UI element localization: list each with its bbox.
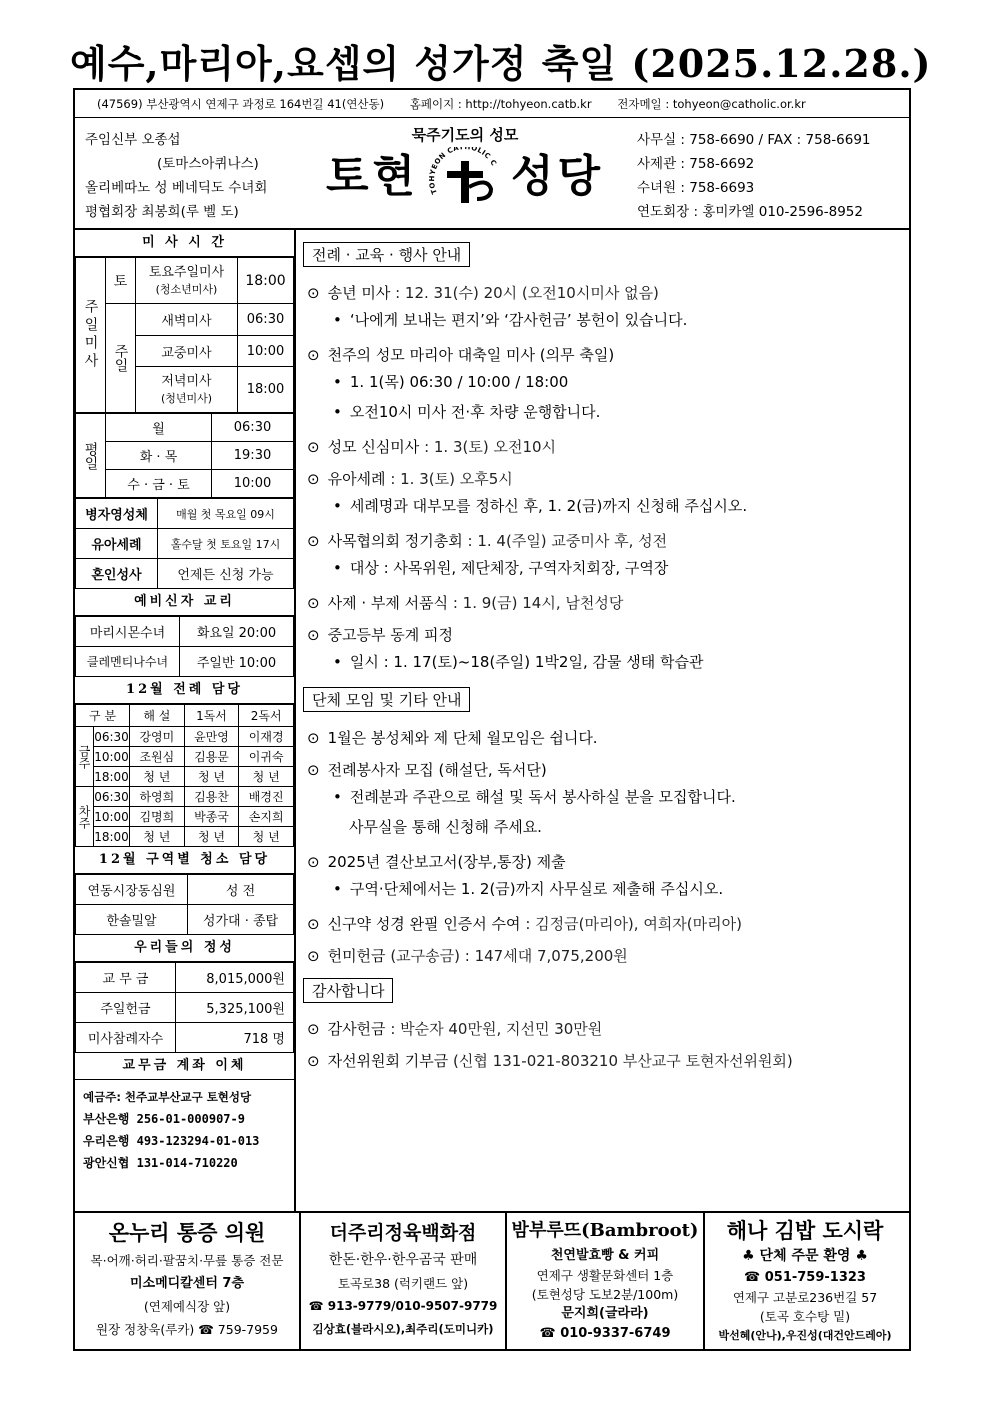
liturgy-cell: 김용찬 — [184, 787, 239, 807]
bullet-icon: ⊙ — [307, 594, 320, 612]
evening-mass-sub: (청년미사) — [160, 391, 213, 405]
liturgy-cell: 조원심 — [130, 747, 185, 767]
notice-head: 성모 신심미사 — [327, 438, 420, 456]
ad-line: 연제구 고분로236번길 57 — [732, 1290, 878, 1305]
bank-account: 광안신협 131-014-710220 — [83, 1156, 238, 1170]
liturgy-cell: 06:30 — [94, 727, 130, 747]
main-mass-name: 교중미사 — [136, 336, 238, 367]
sacrament-name: 혼인성사 — [76, 559, 158, 589]
cleaning-title: 12월 구역별 청소 담당 — [75, 847, 294, 874]
week-label: 금주 — [76, 727, 94, 787]
liturgy-cell: 06:30 — [94, 787, 130, 807]
section-thanks: 감사합니다 — [303, 978, 393, 1003]
notice-detail: : 김정금(마리아), 여희자(마리아) — [520, 915, 742, 933]
notice-subtext: 일시 : 1. 17(토)~18(주일) 1박2일, 감물 생태 학습관 — [349, 653, 704, 671]
notice-head: 유아세례 — [327, 470, 386, 488]
church-subtitle: 묵주기도의 성모 — [411, 126, 519, 144]
notice-item — [307, 591, 901, 615]
cleaning-part: 성가대 · 종탑 — [188, 905, 294, 935]
notice-subitem — [333, 874, 901, 904]
liturgy-cell: 10:00 — [94, 747, 130, 767]
weekday-day: 화 · 목 — [106, 442, 212, 470]
ad-line: ♣ 단체 주문 환영 ♣ — [742, 1248, 868, 1264]
weekday-time: 06:30 — [212, 414, 294, 442]
offering-value: 718 명 — [176, 1023, 294, 1053]
offering-title: 우리들의 정성 — [75, 935, 294, 962]
notice-subitem — [333, 647, 901, 677]
class-time: 화요일 20:00 — [180, 617, 294, 647]
bullet-icon: ⊙ — [307, 947, 320, 965]
weekday-day: 수 · 금 · 토 — [106, 470, 212, 498]
offering-value: 5,325,100원 — [176, 993, 294, 1023]
notice-subtext: 사무실을 통해 신청해 주세요. — [349, 818, 542, 836]
account-holder: 예금주: 천주교부산교구 토현성당 — [83, 1090, 252, 1104]
notice-head: 1월은 봉성체와 제 단체 월모임은 쉽니다. — [327, 729, 598, 747]
notice-subitem — [333, 553, 901, 583]
office-phone: 사무실 : 758-6690 / FAX : 758-6691 — [637, 132, 871, 148]
ad-line: ☎ 010-9337-6749 — [539, 1326, 671, 1341]
liturgy-cell: 청 년 — [184, 767, 239, 787]
notice-item — [307, 912, 901, 936]
liturgy-header: 구 분 — [76, 705, 130, 727]
notice-head: 신구약 성경 완필 인증서 수여 — [327, 915, 521, 933]
ad-title: 온누리 통증 의원 — [108, 1220, 266, 1245]
sunday-mass-label: 주일미사 — [76, 258, 106, 413]
notice-subitem — [333, 782, 901, 812]
church-name-block — [320, 124, 610, 209]
liturgy-cell: 10:00 — [94, 807, 130, 827]
bullet-icon: ⊙ — [307, 761, 320, 779]
groups-list — [301, 726, 901, 968]
notice-detail: : 1. 9(금) 14시, 남천성당 — [448, 594, 624, 612]
liturgy-cell: 18:00 — [94, 767, 130, 787]
email-link[interactable]: 전자메일 : tohyeon@catholic.or.kr — [617, 97, 806, 111]
ad-line: 천연발효빵 & 커피 — [550, 1248, 660, 1263]
notice-head: 중고등부 동계 피정 — [327, 626, 454, 644]
sacrament-desc: 언제든 신청 가능 — [158, 559, 294, 589]
pastor-baptismal-name: (토마스아퀴나스) — [157, 156, 259, 172]
church-name — [320, 145, 610, 209]
ad-line: (토곡 호수탕 밑) — [759, 1309, 851, 1324]
ad-line: 문지희(글라라) — [561, 1306, 649, 1321]
liturgy-title: 12월 전례 담당 — [75, 677, 294, 704]
bullet-icon: ⊙ — [307, 438, 320, 456]
sacrament-desc: 매월 첫 목요일 09시 — [158, 499, 294, 529]
liturgy-cell: 손지희 — [239, 807, 294, 827]
catechumen-title: 예비신자 교리 — [75, 589, 294, 616]
bullet-icon: ⊙ — [307, 626, 320, 644]
notice-item — [307, 343, 901, 367]
offering-name: 주일헌금 — [76, 993, 176, 1023]
dawn-mass-time: 06:30 — [238, 304, 294, 336]
sub-bullet-icon: • — [333, 559, 342, 577]
notice-item — [307, 623, 901, 647]
ad-line: ☎ 051-759-1323 — [744, 1270, 866, 1285]
notice-subtext: 전례분과 주관으로 해설 및 독서 봉사하실 분을 모집합니다. — [349, 788, 736, 806]
offering-name: 미사참례자수 — [76, 1023, 176, 1053]
catechumen-table — [75, 616, 294, 677]
church-name-left: 토현 — [325, 151, 419, 202]
notice-subtext: 세례명과 대부모를 정하신 후, 1. 2(금)까지 신청해 주십시오. — [349, 497, 748, 515]
liturgy-cell: 청 년 — [130, 827, 185, 847]
notice-item — [307, 281, 901, 305]
notice-head: 전례봉사자 모집 (해설단, 독서단) — [327, 761, 547, 779]
postal-address: (47569) 부산광역시 연제구 과정로 164번길 41(연산동) — [97, 97, 385, 111]
notice-detail: (교구송금) : 147세대 7,075,200원 — [385, 947, 628, 965]
ad-line: 미소메디칼센터 7층 — [129, 1276, 245, 1291]
offering-name: 교 무 금 — [76, 963, 176, 993]
ad-line: 연제구 생활문화센터 1층 — [536, 1268, 674, 1283]
bullet-icon: ⊙ — [307, 470, 320, 488]
liturgy-cell: 강영미 — [130, 727, 185, 747]
address-bar — [75, 90, 909, 118]
ad-line: 목·어깨·허리·팔꿈치·무릎 통증 전문 — [90, 1253, 284, 1268]
liturgy-table — [75, 704, 294, 847]
ad-bakery — [507, 1213, 705, 1349]
sacrament-name: 유아세례 — [76, 529, 158, 559]
ad-line: ☎ 913-9779/010-9507-9779 — [308, 1299, 498, 1313]
saturday-label: 토 — [106, 258, 136, 304]
main-mass-time: 10:00 — [238, 336, 294, 367]
ad-butcher — [301, 1213, 507, 1349]
week-label: 차주 — [76, 787, 94, 847]
notice-detail: : 1. 3(토) 오후5시 — [385, 470, 513, 488]
liturgy-cell: 배경진 — [239, 787, 294, 807]
notice-item — [307, 467, 901, 491]
notice-detail: (신협 131-021-803210 부산교구 토현자선위원회) — [448, 1052, 793, 1070]
ad-line: 한돈·한우·한우곰국 판매 — [328, 1252, 478, 1268]
sacrament-desc: 홀수달 첫 토요일 17시 — [158, 529, 294, 559]
notice-item — [307, 1017, 901, 1041]
offering-table — [75, 962, 294, 1053]
bullet-icon: ⊙ — [307, 1052, 320, 1070]
sub-bullet-icon: • — [333, 403, 342, 421]
notice-head: 사목협의회 정기총회 — [327, 532, 463, 550]
sacraments-table — [75, 498, 294, 589]
notice-subtext: 1. 1(목) 06:30 / 10:00 / 18:00 — [349, 373, 569, 391]
notice-subitem — [333, 491, 901, 521]
ad-line: 박선혜(안나),우진성(대건안드레아) — [718, 1329, 892, 1342]
bullet-icon: ⊙ — [307, 729, 320, 747]
page-title: 예수,마리아,요셉의 성가정 축일 (2025.12.28.) — [70, 41, 932, 86]
notice-item — [307, 529, 901, 553]
sub-bullet-icon: • — [333, 311, 342, 329]
notice-subtext: ‘나에게 보내는 편지’와 ‘감사헌금’ 봉헌이 있습니다. — [349, 311, 688, 329]
class-time: 주일반 10:00 — [180, 647, 294, 677]
notice-detail: : 12. 31(수) 20시 (오전10시미사 없음) — [390, 284, 659, 302]
sub-bullet-icon: • — [333, 788, 342, 806]
notice-head: 천주의 성모 마리아 대축일 미사 (의무 축일) — [327, 346, 615, 364]
ads-bar — [75, 1211, 909, 1349]
liturgy-cell: 청 년 — [239, 827, 294, 847]
bullet-icon: ⊙ — [307, 915, 320, 933]
liturgy-cell: 이재경 — [239, 727, 294, 747]
bullet-icon: ⊙ — [307, 284, 320, 302]
sat-mass-time: 18:00 — [238, 258, 294, 304]
ad-line: (토현성당 도보2분/100m) — [531, 1287, 679, 1302]
dawn-mass-name: 새벽미사 — [136, 304, 238, 336]
cleaning-part: 성 전 — [188, 875, 294, 905]
notice-subitem — [333, 367, 901, 397]
liturgy-cell: 윤만영 — [184, 727, 239, 747]
evening-mass-name: 저녁미사 — [161, 373, 212, 389]
bullet-icon: ⊙ — [307, 346, 320, 364]
liturgy-cell: 김용문 — [184, 747, 239, 767]
ad-kimbap — [705, 1213, 905, 1349]
sisters: 올리베따노 성 베네딕도 수녀회 — [85, 180, 268, 196]
bank-account: 우리은행 493-123294-01-013 — [83, 1134, 260, 1148]
liturgy-cell: 하영희 — [130, 787, 185, 807]
bank-account: 부산은행 256-01-000907-9 — [83, 1112, 245, 1126]
sat-mass-sub: (청소년미사) — [155, 282, 218, 296]
bulletin-frame — [73, 88, 911, 1351]
catechist-name: 클레멘티나수녀 — [76, 647, 180, 677]
notice-item — [307, 758, 901, 782]
sunday-label: 주일 — [106, 304, 136, 413]
cleaning-area: 한솔밀알 — [76, 905, 188, 935]
notice-item — [307, 850, 901, 874]
logo-text: TOHYEON CATHOLIC C — [428, 147, 499, 196]
sacrament-name: 병자영성체 — [76, 499, 158, 529]
sub-bullet-icon: • — [333, 373, 342, 391]
notice-detail: : 1. 4(주일) 교중미사 후, 성전 — [462, 532, 668, 550]
notice-head: 2025년 결산보고서(장부,통장) 제출 — [327, 853, 566, 871]
ad-line: (연제예식장 앞) — [143, 1299, 231, 1314]
liturgy-cell: 이귀숙 — [239, 747, 294, 767]
thanks-list — [301, 1017, 901, 1073]
bullet-icon: ⊙ — [307, 853, 320, 871]
evening-mass-time: 18:00 — [238, 367, 294, 413]
weekday-time: 10:00 — [212, 470, 294, 498]
liturgy-cell: 박종국 — [184, 807, 239, 827]
liturgy-cell: 청 년 — [130, 767, 185, 787]
sub-bullet-icon: • — [333, 880, 342, 898]
weekday-day: 월 — [106, 414, 212, 442]
section-groups: 단체 모임 및 기타 안내 — [303, 687, 470, 712]
notice-detail: : 박순자 40만원, 지선민 30만원 — [385, 1020, 603, 1038]
notice-head: 송년 미사 — [327, 284, 391, 302]
ad-clinic — [75, 1213, 301, 1349]
weekday-label: 평일 — [76, 414, 106, 498]
catechist-name: 마리시몬수녀 — [76, 617, 180, 647]
ad-line: 토곡로38 (럭키랜드 앞) — [337, 1276, 469, 1291]
bullet-icon: ⊙ — [307, 532, 320, 550]
liturgy-header: 1독서 — [184, 705, 239, 727]
notice-head: 감사헌금 — [327, 1020, 386, 1038]
notice-item — [307, 726, 901, 750]
liturgy-events-list — [301, 281, 901, 677]
liturgy-cell: 18:00 — [94, 827, 130, 847]
ad-title: 밤부루뜨(Bambroot) — [511, 1220, 699, 1241]
weekday-time: 19:30 — [212, 442, 294, 470]
church-name-right: 성당 — [511, 151, 605, 202]
main-content — [301, 236, 901, 1211]
account-info — [75, 1080, 294, 1180]
section-liturgy-events: 전례 · 교육 · 행사 안내 — [303, 242, 470, 267]
rectory-phone: 사제관 : 758-6692 — [637, 156, 755, 172]
ad-title: 해나 김밥 도시락 — [726, 1218, 884, 1243]
sub-bullet-icon: • — [333, 653, 342, 671]
mass-times-title: 미 사 시 간 — [75, 230, 294, 257]
notice-subtext: 대상 : 사목위원, 제단체장, 구역자치회장, 구역장 — [349, 559, 669, 577]
cleaning-area: 연동시장동심원 — [76, 875, 188, 905]
funeral-contact: 연도회장 : 홍미카엘 010-2596-8952 — [637, 204, 863, 220]
liturgy-header: 2독서 — [239, 705, 294, 727]
notice-subtext: 오전10시 미사 전·후 차량 운행합니다. — [349, 403, 601, 421]
sub-bullet-icon: • — [333, 497, 342, 515]
notice-item — [307, 1049, 901, 1073]
liturgy-cell: 청 년 — [239, 767, 294, 787]
notice-subitem — [333, 305, 901, 335]
offering-value: 8,015,000원 — [176, 963, 294, 993]
pastor: 주임신부 오종섭 — [85, 132, 181, 148]
convent-phone: 수녀원 : 758-6693 — [637, 180, 755, 196]
liturgy-header: 해 설 — [130, 705, 185, 727]
church-header — [75, 118, 909, 230]
weekday-mass-table — [75, 413, 294, 498]
ad-title: 더주리정육백화점 — [329, 1222, 477, 1244]
contact-info — [637, 128, 871, 224]
notice-head: 자선위원회 기부금 — [327, 1052, 449, 1070]
church-logo-icon — [425, 147, 505, 207]
liturgy-cell: 청 년 — [184, 827, 239, 847]
left-sidebar — [75, 230, 296, 1211]
cleaning-table — [75, 874, 294, 935]
ad-line: 김상효(블라시오),최주리(도미니카) — [312, 1322, 494, 1336]
staff-info — [85, 128, 267, 224]
notice-item — [307, 944, 901, 968]
notice-subitem — [333, 812, 901, 842]
notice-subtext: 구역·단체에서는 1. 2(금)까지 사무실로 제출해 주십시오. — [349, 880, 724, 898]
council-president: 평협회장 최봉희(루 벨 도) — [85, 204, 239, 220]
sat-mass-name: 토요주일미사 — [148, 264, 225, 280]
notice-head: 사제 · 부제 서품식 — [327, 594, 449, 612]
notice-detail: : 1. 3(토) 오전10시 — [419, 438, 557, 456]
notice-subitem — [333, 397, 901, 427]
ad-line: 원장 정창욱(루카) ☎ 759-7959 — [96, 1322, 278, 1337]
notice-head: 헌미헌금 — [327, 947, 386, 965]
notice-item — [307, 435, 901, 459]
liturgy-cell: 김명희 — [130, 807, 185, 827]
bullet-icon: ⊙ — [307, 1020, 320, 1038]
mass-times-table — [75, 257, 294, 413]
account-title: 교무금 계좌 이체 — [75, 1053, 294, 1080]
homepage-link[interactable]: 홈페이지 : http://tohyeon.catb.kr — [409, 97, 592, 111]
